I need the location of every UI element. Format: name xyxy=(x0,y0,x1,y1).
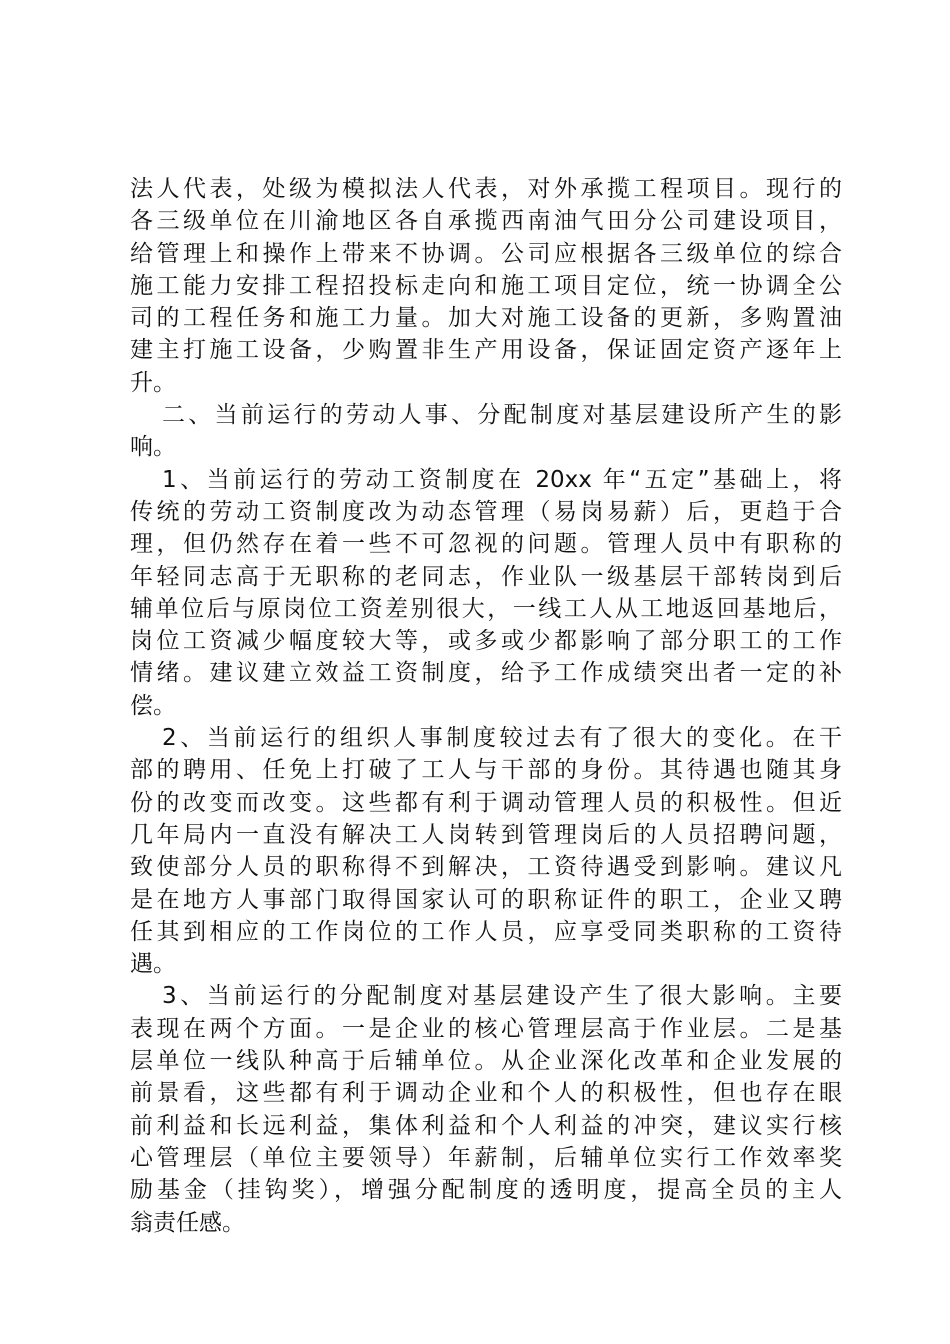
text-line: 建主打施工设备，少购置非生产用设备，保证固定资产逐年上 xyxy=(130,337,842,364)
text-line: 任其到相应的工作岗位的工作人员，应享受同类职称的工资待 xyxy=(130,918,842,945)
text-line: 份的改变而改变。这些都有利于调动管理人员的积极性。但近 xyxy=(130,789,842,816)
text-line: 表现在两个方面。一是企业的核心管理层高于作业层。二是基 xyxy=(130,1015,842,1042)
paragraph-3-start: 3、当前运行的分配制度对基层建设产生了很大影响。主要 xyxy=(162,983,842,1010)
text-line: 前景看，这些都有利于调动企业和个人的积极性，但也存在眼 xyxy=(130,1080,842,1107)
paragraph-2-start: 2、当前运行的组织人事制度较过去有了很大的变化。在干 xyxy=(162,725,842,752)
document-body xyxy=(130,173,842,1239)
text-line: 翁责任感。 xyxy=(130,1209,245,1236)
paragraph-1-start: 1、当前运行的劳动工资制度在 20xx 年“五定”基础上，将 xyxy=(162,466,842,493)
text-line: 辅单位后与原岗位工资差别很大，一线工人从工地返回基地后， xyxy=(130,595,842,622)
text-line: 遇。 xyxy=(130,951,176,978)
text-line: 致使部分人员的职称得不到解决，工资待遇受到影响。建议凡 xyxy=(130,854,842,881)
text-line: 传统的劳动工资制度改为动态管理（易岗易薪）后，更趋于合 xyxy=(130,498,842,525)
text-line: 心管理层（单位主要领导）年薪制，后辅单位实行工作效率奖 xyxy=(130,1144,842,1171)
section-heading: 二、当前运行的劳动人事、分配制度对基层建设所产生的影 xyxy=(162,402,842,429)
text-line: 层单位一线队种高于后辅单位。从企业深化改革和企业发展的 xyxy=(130,1048,842,1075)
text-line: 前利益和长远利益，集体利益和个人利益的冲突，建议实行核 xyxy=(130,1112,842,1139)
text-line: 岗位工资减少幅度较大等，或多或少都影响了部分职工的工作 xyxy=(130,628,842,655)
text-line: 司的工程任务和施工力量。加大对施工设备的更新，多购置油 xyxy=(130,305,842,332)
text-line: 升。 xyxy=(130,369,176,396)
text-line: 施工能力安排工程招投标走向和施工项目定位，统一协调全公 xyxy=(130,272,842,299)
text-line: 年轻同志高于无职称的老同志，作业队一级基层干部转岗到后 xyxy=(130,563,842,590)
text-line: 情绪。建议建立效益工资制度，给予工作成绩突出者一定的补 xyxy=(130,660,842,687)
text-line: 理，但仍然存在着一些不可忽视的问题。管理人员中有职称的 xyxy=(130,531,842,558)
text-line: 各三级单位在川渝地区各自承揽西南油气田分公司建设项目， xyxy=(130,208,842,235)
text-line: 偿。 xyxy=(130,692,176,719)
text-line: 励基金（挂钩奖），增强分配制度的透明度，提高全员的主人 xyxy=(130,1177,842,1204)
text-line: 给管理上和操作上带来不协调。公司应根据各三级单位的综合 xyxy=(130,240,842,267)
text-line: 响。 xyxy=(130,434,176,461)
text-line: 几年局内一直没有解决工人岗转到管理岗后的人员招聘问题， xyxy=(130,821,842,848)
text-line: 法人代表，处级为模拟法人代表，对外承揽工程项目。现行的 xyxy=(130,176,842,202)
text-line: 部的聘用、任免上打破了工人与干部的身份。其待遇也随其身 xyxy=(130,757,842,784)
text-line: 是在地方人事部门取得国家认可的职称证件的职工，企业又聘 xyxy=(130,886,842,913)
